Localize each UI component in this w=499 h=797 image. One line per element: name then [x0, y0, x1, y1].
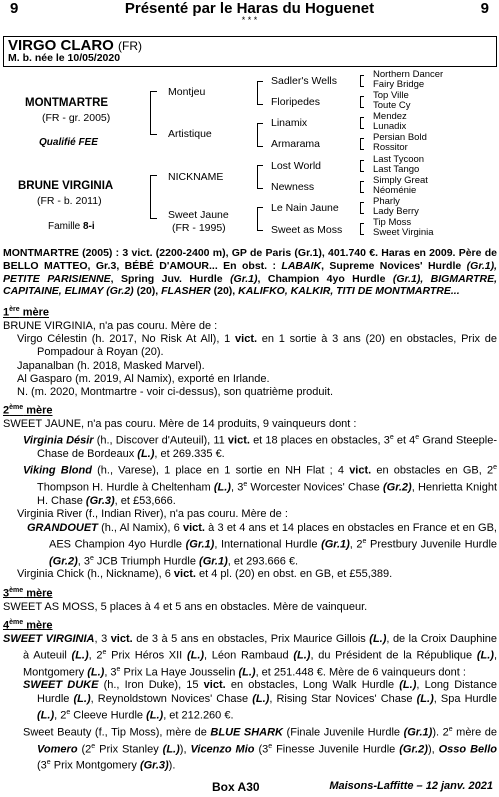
- lot-number-right: 9: [480, 0, 489, 17]
- bracket-g4-4: [360, 138, 364, 150]
- produce-2: Japanalban (h. 2018, Masked Marvel).: [17, 359, 205, 372]
- gen2-dam-dam-info: (FR - 1995): [172, 222, 226, 234]
- gen4-8: Rossitor: [373, 142, 408, 153]
- second-dam-produce-1: Virginia Désir (h., Discover d'Auteuil), 11 vict. et 18 places en obstacles, 3e et 4e Grand Steeple-Chase de Bordeaux (L.), et 269.335 €.: [23, 434, 497, 461]
- bracket-g3-3: [257, 165, 263, 189]
- catalogue-body: [3, 247, 497, 773]
- second-dam-produce-2: Viking Blond (h., Varese), 1 place en 1 sortie en NH Flat ; 4 vict. en obstacles en GB, 2e Thompson H. Hurdle à Cheltenham (L.), 3e Worcester Novices' Chase (Gr.2), Henrietta Knight H. Chase (Gr.3), et £53,666.: [23, 464, 498, 508]
- page-header: [0, 0, 499, 24]
- gen4-15: Tip Moss: [373, 217, 412, 228]
- produce-3: Al Gasparo (m. 2019, Al Namix), exporté en Irlande.: [17, 372, 270, 385]
- second-dam-heading: 2ème mère: [3, 404, 53, 417]
- box-number: Box A30: [212, 780, 260, 794]
- fourth-dam-heading: 4ème mère: [3, 618, 53, 632]
- horse-description: M. b. née le 10/05/2020: [8, 52, 121, 64]
- gen4-2: Fairy Bridge: [373, 79, 425, 90]
- sale-place-date: Maisons-Laffitte – 12 janv. 2021: [329, 780, 493, 792]
- bracket-g4-1: [360, 75, 364, 87]
- bracket-g3-4: [257, 207, 263, 231]
- gen2-sire-sire: Montjeu: [168, 86, 206, 98]
- fourth-dam-produce-1: SWEET DUKE (h., Iron Duke), 15 vict. en obstacles, Long Walk Hurdle (L.), Long Distance Hurdle (L.), Reynoldstown Novices' Chase (L.), Rising Star Novices' Chase (L.), Spa Hurdle (L.), 2e Cleeve Hurdle (L.), et 212.260 €.: [23, 679, 497, 722]
- produce-1: Virgo Célestin (h. 2017, No Risk At All), 1 vict. en 1 sortie à 3 ans (20) en obstacles, Prix de Pompadour à Royan (20).: [17, 333, 498, 359]
- gen4-13: Pharly: [373, 196, 400, 207]
- page-title: Présenté par le Haras du Hoguenet: [124, 0, 375, 17]
- title-ornament: * * *: [241, 15, 258, 25]
- bracket-g4-5: [360, 160, 364, 172]
- bracket-g4-8: [360, 223, 364, 235]
- second-dam-produce-4: Virginia Chick (h., Nickname), 6 vict. et 4 pl. (20) en obst. en GB, et £55,389.: [17, 568, 393, 581]
- fourth-dam-produce-2: Sweet Beauty (f., Tip Moss), mère de BLUE SHARK (Finale Juvenile Hurdle (Gr.1)). 2e mère de Vomero (2e Prix Stanley (L.)), Vicenzo Mio (3e Finesse Juvenile Hurdle (Gr.2)), Osso Bello (3e Prix Montgomery (Gr.3)).: [23, 725, 497, 773]
- gen4-3: Top Ville: [373, 90, 409, 101]
- second-dam-intro: SWEET JAUNE, n'a pas couru. Mère de 14 produits, 9 vainqueurs dont :: [3, 418, 357, 431]
- produce-4: N. (m. 2020, Montmartre - voir ci-dessus), son quatrième produit.: [17, 386, 334, 399]
- bracket-sire: [150, 91, 157, 135]
- second-dam-produce-3: Virginia River (f., Indian River), n'a pas couru. Mère de :: [17, 508, 288, 521]
- gen3-8: Sweet as Moss: [271, 224, 343, 236]
- lot-number-left: 9: [10, 0, 19, 17]
- gen4-7: Persian Bold: [373, 132, 427, 143]
- horse-name: VIRGO CLARO (FR): [8, 37, 143, 54]
- grandson-grandouet: GRANDOUET (h., Al Namix), 6 vict. à 3 et 4 ans et 14 places en obstacles en France et en GB, AES Champion 4yo Hurdle (Gr.1), International Hurdle (Gr.1), 2e Prestbury Juvenile Hurdle (Gr.2), 3e JCB Triumph Hurdle (Gr.1), et 293.666 €.: [27, 521, 498, 568]
- bracket-dam: [150, 175, 157, 219]
- gen4-4: Toute Cy: [373, 100, 411, 111]
- dam-info: (FR - b. 2011): [37, 195, 102, 207]
- bracket-g4-2: [360, 96, 364, 108]
- fourth-dam-text: SWEET VIRGINIA, 3 vict. de 3 à 5 ans en obstacles, Prix Maurice Gillois (L.), de la Croix Dauphine à Auteuil (L.), 2e Prix Héros XII (L.), Léon Rambaud (L.), du Président de la République (L.), Montgomery (L.), 3e Prix La Haye Jousselin (L.), et 251.448 €. Mère de 6 vainqueurs dont :: [3, 632, 498, 679]
- first-dam-heading: 1ère mère: [3, 306, 49, 319]
- gen3-6: Newness: [271, 181, 315, 193]
- page-footer: [0, 779, 499, 797]
- bracket-g3-2: [257, 123, 263, 147]
- sire-qualification: Qualifié FEE: [39, 137, 98, 148]
- gen4-11: Simply Great: [373, 175, 428, 186]
- dam-family: Famille 8-i: [48, 221, 95, 232]
- gen4-16: Sweet Virginia: [373, 227, 434, 238]
- bracket-g3-1: [257, 81, 263, 105]
- gen3-7: Le Nain Jaune: [271, 202, 339, 214]
- gen4-5: Mendez: [373, 111, 407, 122]
- gen4-14: Lady Berry: [373, 206, 419, 217]
- gen2-dam-sire: NICKNAME: [168, 171, 224, 183]
- pedigree-table: [0, 68, 499, 244]
- horse-name-box: [3, 36, 497, 67]
- sire-name: MONTMARTRE: [25, 97, 109, 109]
- sire-note: MONTMARTRE (2005) : 3 vict. (2200-2400 m), GP de Paris (Gr.1), 401.740 €. Haras en 2009. Père de BELLO MATTEO, Gr.3, BÉBÉ D'AMOUR... En obst. : LABAIK, Supreme Novices' Hurdle (Gr.1), PETITE PARISIENNE, Spring Juv. Hurdle (Gr.1), Champion 4yo Hurdle (Gr.1), BIGMARTRE, CAPITAINE, ELIMAY (Gr.2) (20), FLASHER (20), KALIFKO, KALKIR, TITI DE MONTMARTRE...: [3, 247, 497, 298]
- gen4-1: Northern Dancer: [373, 69, 444, 80]
- bracket-g4-6: [360, 181, 364, 193]
- dam-name: BRUNE VIRGINIA: [18, 180, 114, 192]
- gen3-5: Lost World: [271, 160, 321, 172]
- gen4-10: Last Tango: [373, 164, 420, 175]
- bracket-g4-3: [360, 117, 364, 129]
- sire-info: (FR - gr. 2005): [42, 112, 111, 124]
- third-dam-text: SWEET AS MOSS, 5 places à 4 et 5 ans en obstacles. Mère de vainqueur.: [3, 600, 368, 613]
- gen2-dam-dam: Sweet Jaune: [168, 209, 229, 221]
- gen3-2: Floripedes: [271, 96, 321, 108]
- gen4-9: Last Tycoon: [373, 154, 425, 165]
- gen2-sire-dam: Artistique: [168, 128, 212, 140]
- gen3-4: Armarama: [271, 138, 321, 150]
- bracket-g4-7: [360, 202, 364, 214]
- gen3-1: Sadler's Wells: [271, 75, 337, 87]
- first-dam-intro: BRUNE VIRGINIA, n'a pas couru. Mère de :: [3, 320, 218, 333]
- gen4-12: Néoménie: [373, 185, 417, 196]
- third-dam-heading: 3ème mère: [3, 586, 53, 600]
- gen3-3: Linamix: [271, 117, 308, 129]
- gen4-6: Lunadix: [373, 121, 407, 132]
